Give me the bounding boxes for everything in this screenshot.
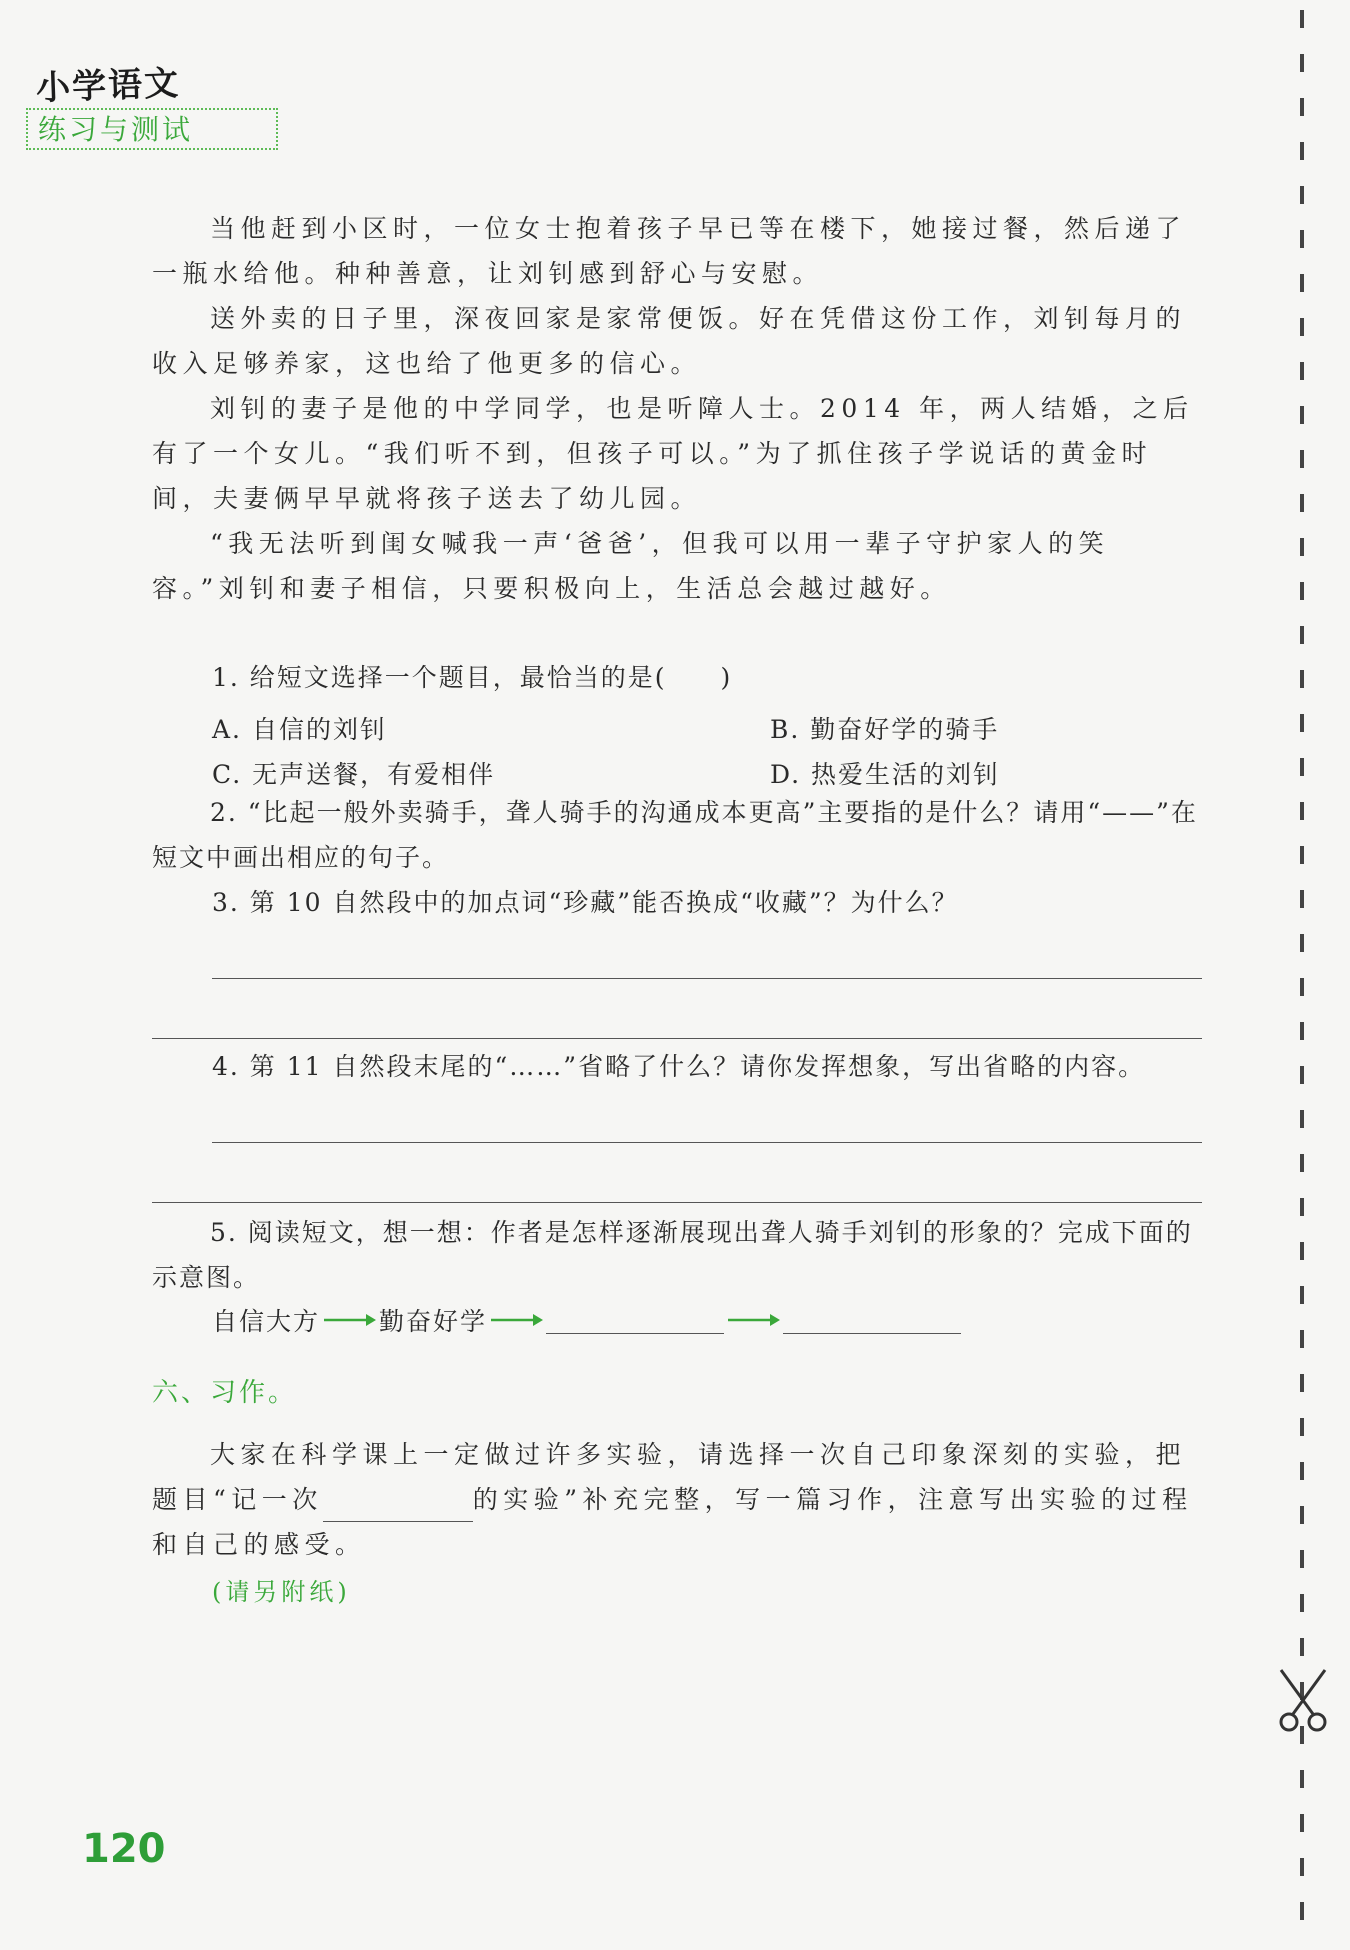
passage-paragraph: 送外卖的日子里，深夜回家是家常便饭。好在凭借这份工作，刘钊每月的收入足够养家，这也给了他更多的信心。	[152, 304, 1187, 378]
question-5: 5. 阅读短文，想一想：作者是怎样逐渐展现出聋人骑手刘钊的形象的？完成下面的示意图。	[152, 1218, 1193, 1292]
book-header	[26, 58, 282, 154]
q1-option-d[interactable]: D. 热爱生活的刘钊	[770, 760, 1001, 789]
question-2: 2. “比起一般外卖骑手，聋人骑手的沟通成本更高”主要指的是什么？请用“——”在短文中画出相应的句子。	[152, 798, 1198, 872]
question-4: 4. 第 11 自然段末尾的“……”省略了什么？请你发挥想象，写出省略的内容。	[212, 1052, 1146, 1081]
passage-paragraph: 刘钊的妻子是他的中学同学，也是听障人士。2014 年，两人结婚，之后有了一个女儿。“我们听不到，但孩子可以。”为了抓住孩子学说话的黄金时间，夫妻俩早早就将孩子送去了幼儿园。	[152, 394, 1194, 513]
q1-option-a[interactable]: A. 自信的刘钊	[212, 715, 387, 744]
answer-line[interactable]	[152, 1202, 1202, 1203]
flow-blank-3[interactable]	[546, 1307, 724, 1334]
title-blank[interactable]	[323, 1497, 473, 1522]
passage-paragraph: 当他赶到小区时，一位女士抱着孩子早已等在楼下，她接过餐，然后递了一瓶水给他。种种善意，让刘钊感到舒心与安慰。	[152, 214, 1187, 288]
book-subtitle: 练习与测试	[26, 108, 278, 150]
arrow-right-icon	[726, 1310, 781, 1330]
attach-paper-note: (请另附纸)	[212, 1578, 351, 1606]
reading-passage	[152, 206, 1202, 611]
writing-prompt	[152, 1432, 1202, 1567]
arrow-right-icon	[489, 1310, 544, 1330]
flow-blank-4[interactable]	[783, 1307, 961, 1334]
arrow-right-icon	[322, 1310, 377, 1330]
passage-paragraph: “我无法听到闺女喊我一声‘爸爸’，但我可以用一辈子守护家人的笑容。”刘钊和妻子相信，只要积极向上，生活总会越过越好。	[152, 529, 1110, 603]
answer-line[interactable]	[152, 1038, 1202, 1039]
prompt-text-after: 的实验”补充完整，写一篇习作，注意写出实验的过程和自己的感受。	[152, 1485, 1193, 1559]
section-title: 六、习作。	[152, 1378, 298, 1408]
answer-line[interactable]	[212, 978, 1202, 979]
answer-line[interactable]	[212, 1142, 1202, 1143]
flow-diagram	[212, 1302, 961, 1338]
page-number: 120	[82, 1826, 166, 1872]
book-title: 小学语文	[35, 63, 181, 109]
question-3: 3. 第 10 自然段中的加点词“珍藏”能否换成“收藏”？为什么？	[212, 888, 959, 917]
question-1: 1. 给短文选择一个题目，最恰当的是( )	[212, 663, 733, 692]
flow-step-2: 勤奋好学	[379, 1307, 488, 1336]
q1-option-c[interactable]: C. 无声送餐，有爱相伴	[212, 760, 496, 789]
scissors-icon	[1273, 1666, 1333, 1736]
cut-line	[1300, 10, 1304, 1940]
prompt-text-before: 大家在科学课上一定做过许多实验，请选择一次自己印象深刻的实验，把题目“记一次	[152, 1440, 1187, 1514]
q1-option-b[interactable]: B. 勤奋好学的骑手	[770, 715, 1000, 744]
flow-step-1: 自信大方	[212, 1307, 321, 1336]
